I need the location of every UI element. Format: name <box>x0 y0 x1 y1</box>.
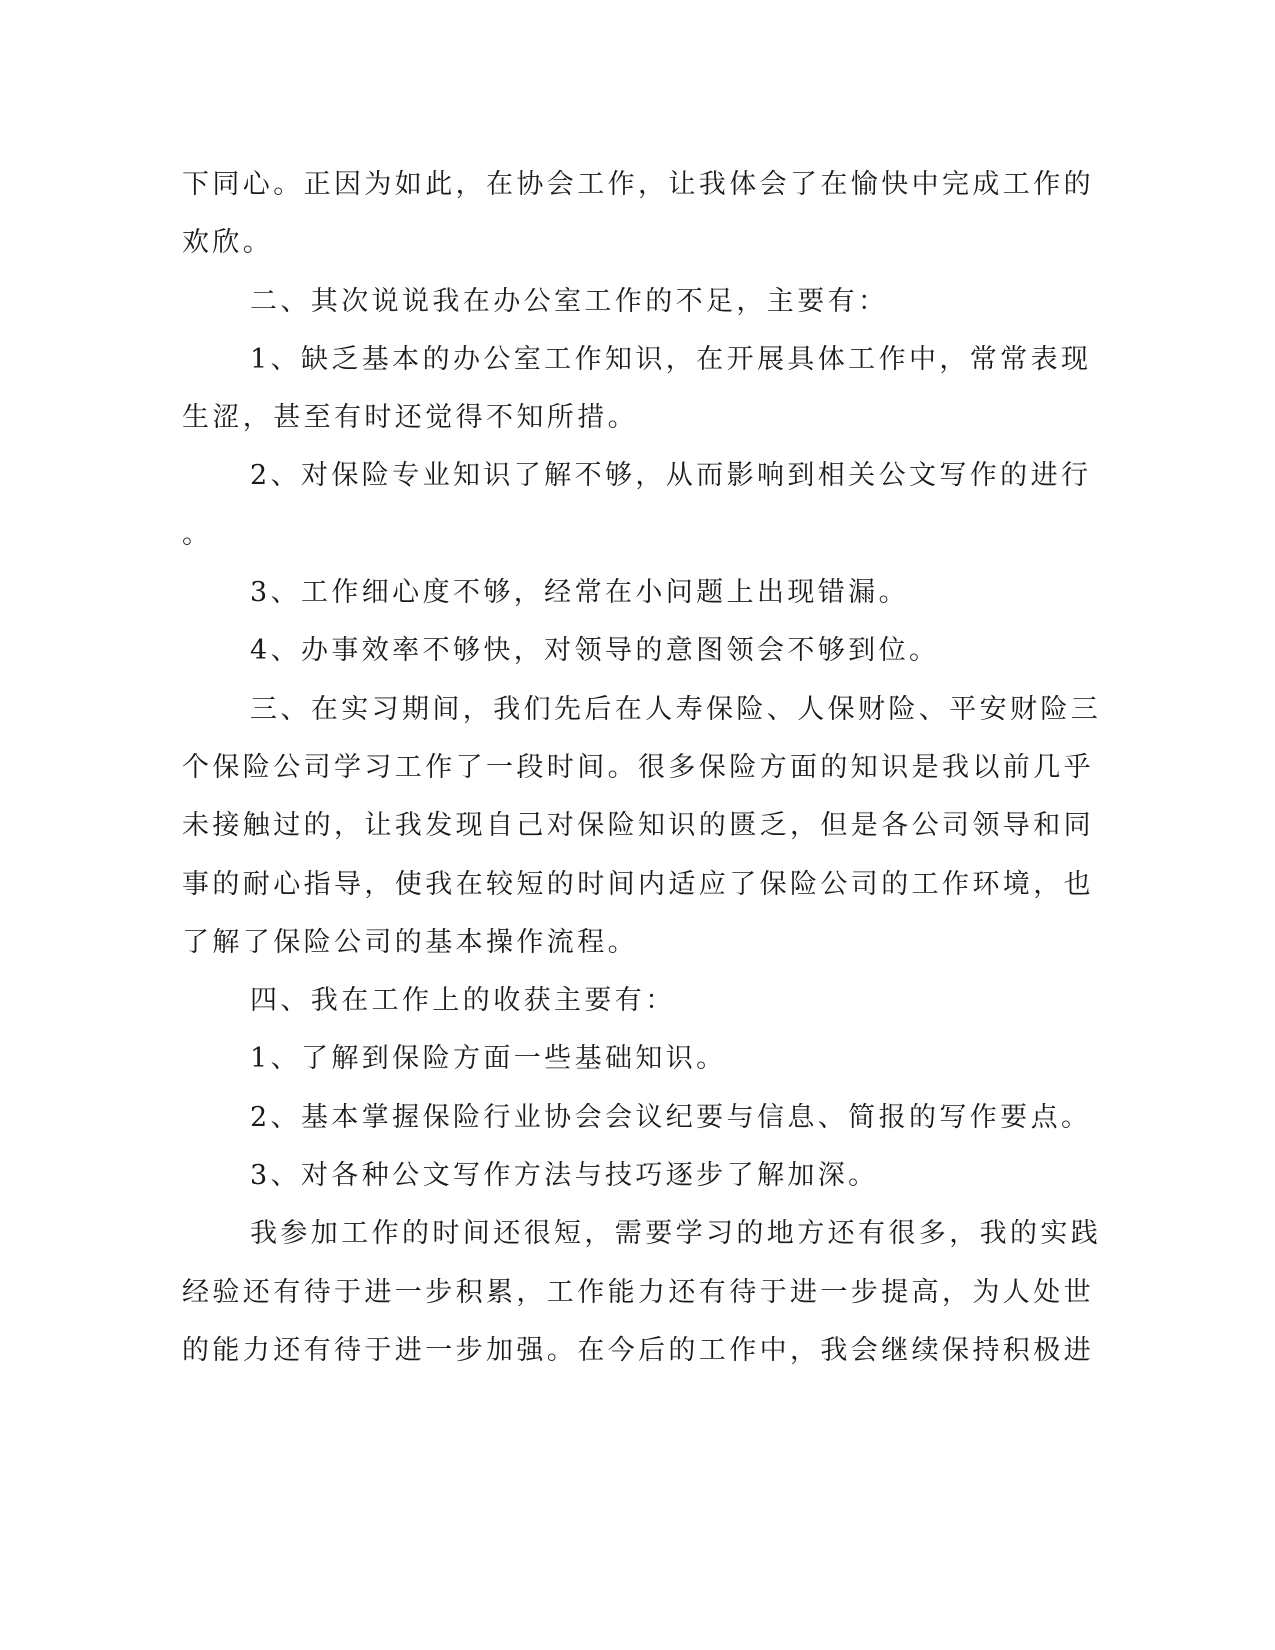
text-line: 经验还有待于进一步积累，工作能力还有待于进一步提高，为人处世 <box>182 1276 1094 1308</box>
text-line: 。 <box>182 518 213 550</box>
text-line: 事的耐心指导，使我在较短的时间内适应了保险公司的工作环境，也 <box>182 868 1094 900</box>
text-line: 了解了保险公司的基本操作流程。 <box>182 926 638 958</box>
text-line: 1、了解到保险方面一些基础知识。 <box>250 1043 727 1075</box>
text-line: 个保险公司学习工作了一段时间。很多保险方面的知识是我以前几乎 <box>182 751 1094 783</box>
text-line: 欢欣。 <box>182 227 274 259</box>
text-line: 4、办事效率不够快，对领导的意图领会不够到位。 <box>250 635 940 667</box>
text-line: 我参加工作的时间还很短，需要学习的地方还有很多，我的实践 <box>250 1218 1102 1250</box>
text-line: 下同心。正因为如此，在协会工作，让我体会了在愉快中完成工作的 <box>182 169 1094 200</box>
text-line: 的能力还有待于进一步加强。在今后的工作中，我会继续保持积极进 <box>182 1334 1094 1366</box>
text-line: 3、对各种公文写作方法与技巧逐步了解加深。 <box>250 1160 879 1192</box>
text-line: 二、其次说说我在办公室工作的不足，主要有： <box>250 285 889 317</box>
text-line: 四、我在工作上的收获主要有： <box>250 985 676 1017</box>
text-line: 三、在实习期间，我们先后在人寿保险、人保财险、平安财险三 <box>250 693 1102 725</box>
text-line: 3、工作细心度不够，经常在小问题上出现错漏。 <box>250 577 909 609</box>
text-line: 2、基本掌握保险行业协会会议纪要与信息、简报的写作要点。 <box>250 1101 1092 1133</box>
text-line: 2、对保险专业知识了解不够，从而影响到相关公文写作的进行 <box>250 460 1092 492</box>
text-line: 未接触过的，让我发现自己对保险知识的匮乏，但是各公司领导和同 <box>182 810 1094 842</box>
text-line: 生涩，甚至有时还觉得不知所措。 <box>182 402 638 434</box>
document-body <box>182 156 1102 1380</box>
text-line: 1、缺乏基本的办公室工作知识，在开展具体工作中，常常表现 <box>250 343 1092 375</box>
